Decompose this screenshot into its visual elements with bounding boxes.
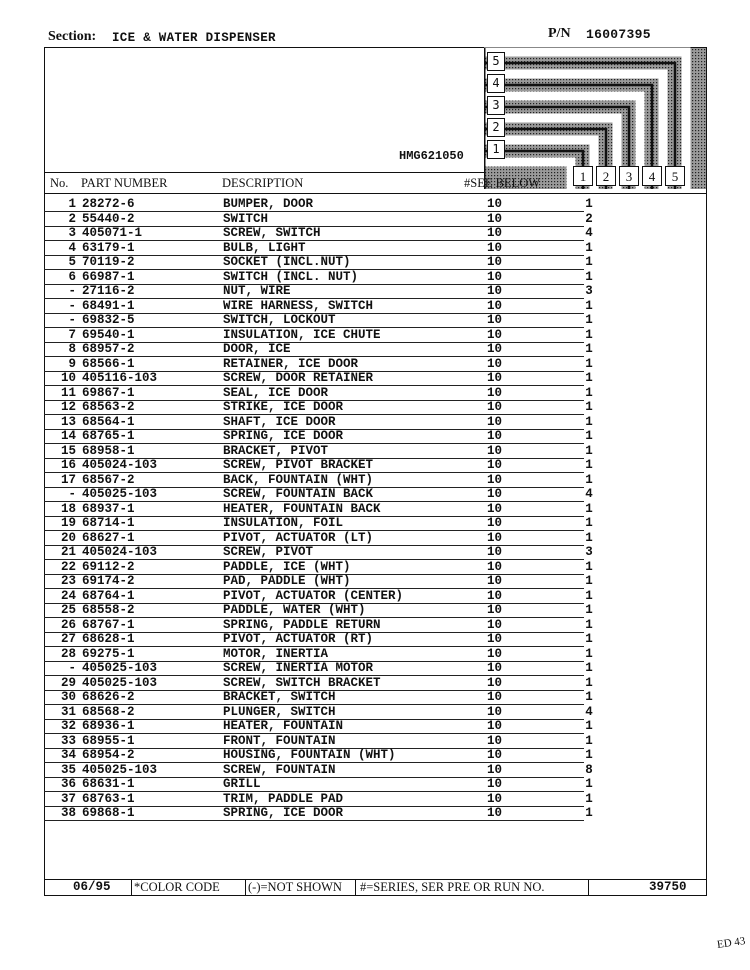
row-see-below: 10 xyxy=(487,762,503,777)
row-quantity: 1 xyxy=(585,429,593,443)
row-number: 34 xyxy=(60,748,76,762)
row-see-below: 10 xyxy=(487,530,503,545)
row-quantity: 3 xyxy=(585,545,593,559)
row-description: TRIM, PADDLE PAD xyxy=(223,791,344,806)
row-see-below: 10 xyxy=(487,255,503,269)
row-description: BUMPER, DOOR xyxy=(223,197,314,211)
row-part-number: 68631-1 xyxy=(82,777,135,791)
row-part-number: 68628-1 xyxy=(82,632,135,646)
row-see-below: 10 xyxy=(487,400,503,414)
row-part-number: 405025-103 xyxy=(82,661,158,675)
row-part-number: 68566-1 xyxy=(82,356,135,371)
row-number: 28 xyxy=(60,646,76,661)
row-see-below: 10 xyxy=(487,733,503,748)
row-number: 32 xyxy=(60,719,76,733)
row-part-number: 63179-1 xyxy=(82,240,135,255)
row-description: SPRING, PADDLE RETURN xyxy=(223,617,381,632)
row-see-below: 10 xyxy=(487,588,503,603)
row-part-number: 68958-1 xyxy=(82,443,135,458)
row-quantity: 1 xyxy=(585,777,593,791)
row-number: 27 xyxy=(60,632,76,646)
series-header-1: 1 xyxy=(573,166,593,186)
part-number-value: 16007395 xyxy=(586,27,651,42)
row-part-number: 69174-2 xyxy=(82,574,135,588)
row-part-number: 68765-1 xyxy=(82,429,135,443)
footer-separator xyxy=(355,879,356,895)
row-description: SCREW, DOOR RETAINER xyxy=(223,371,374,385)
row-number: 17 xyxy=(60,472,76,487)
row-see-below: 10 xyxy=(487,240,503,255)
row-part-number: 405071-1 xyxy=(82,226,143,240)
footer-not-shown-note: (-)=NOT SHOWN xyxy=(248,880,342,894)
row-see-below: 10 xyxy=(487,226,503,240)
row-part-number: 69867-1 xyxy=(82,385,135,400)
row-see-below: 10 xyxy=(487,472,503,487)
row-number: 6 xyxy=(68,269,76,284)
row-see-below: 10 xyxy=(487,777,503,791)
row-part-number: 55440-2 xyxy=(82,211,135,226)
row-part-number: 69275-1 xyxy=(82,646,135,661)
series-header-2: 2 xyxy=(596,166,616,186)
row-description: SPRING, ICE DOOR xyxy=(223,429,344,443)
step-label-2: 2 xyxy=(487,118,505,137)
row-number: - xyxy=(68,313,76,327)
row-number: 24 xyxy=(60,588,76,603)
footer-color-code: *COLOR CODE xyxy=(134,880,220,894)
row-part-number: 68937-1 xyxy=(82,501,135,516)
row-see-below: 10 xyxy=(487,617,503,632)
row-number: 18 xyxy=(60,501,76,516)
row-quantity: 1 xyxy=(585,443,593,458)
row-see-below: 10 xyxy=(487,791,503,806)
row-see-below: 10 xyxy=(487,197,503,211)
row-quantity: 1 xyxy=(585,400,593,414)
row-part-number: 69112-2 xyxy=(82,559,135,574)
row-part-number: 68626-2 xyxy=(82,690,135,704)
row-part-number: 405116-103 xyxy=(82,371,158,385)
row-description: STRIKE, ICE DOOR xyxy=(223,400,344,414)
row-description: SCREW, PIVOT xyxy=(223,545,314,559)
row-part-number: 68627-1 xyxy=(82,530,135,545)
row-quantity: 1 xyxy=(585,806,593,820)
row-number: 30 xyxy=(60,690,76,704)
row-part-number: 28272-6 xyxy=(82,197,135,211)
row-description: SPRING, ICE DOOR xyxy=(223,806,344,820)
row-description: NUT, WIRE xyxy=(223,284,291,298)
row-description: GRILL xyxy=(223,777,261,791)
row-description: MOTOR, INERTIA xyxy=(223,646,329,661)
row-quantity: 1 xyxy=(585,588,593,603)
row-number: 19 xyxy=(60,516,76,530)
row-description: PADDLE, ICE (WHT) xyxy=(223,559,351,574)
row-quantity: 1 xyxy=(585,675,593,690)
footer-date: 06/95 xyxy=(73,880,111,894)
row-number: 7 xyxy=(68,327,76,342)
part-number-label: P/N xyxy=(548,26,571,41)
row-see-below: 10 xyxy=(487,719,503,733)
row-part-number: 69868-1 xyxy=(82,806,135,820)
row-description: PADDLE, WATER (WHT) xyxy=(223,603,366,617)
row-number: 10 xyxy=(60,371,76,385)
row-description: PIVOT, ACTUATOR (CENTER) xyxy=(223,588,404,603)
row-quantity: 1 xyxy=(585,661,593,675)
row-see-below: 10 xyxy=(487,675,503,690)
row-divider xyxy=(44,820,584,821)
row-see-below: 10 xyxy=(487,284,503,298)
row-see-below: 10 xyxy=(487,545,503,559)
row-see-below: 10 xyxy=(487,632,503,646)
row-see-below: 10 xyxy=(487,574,503,588)
row-description: PIVOT, ACTUATOR (RT) xyxy=(223,632,374,646)
row-quantity: 1 xyxy=(585,298,593,313)
header-divider xyxy=(44,193,707,194)
row-quantity: 1 xyxy=(585,197,593,211)
row-part-number: 68568-2 xyxy=(82,704,135,719)
row-description: HEATER, FOUNTAIN xyxy=(223,719,344,733)
row-see-below: 10 xyxy=(487,603,503,617)
row-see-below: 10 xyxy=(487,661,503,675)
row-see-below: 10 xyxy=(487,501,503,516)
row-description: BRACKET, PIVOT xyxy=(223,443,329,458)
row-part-number: 66987-1 xyxy=(82,269,135,284)
row-quantity: 1 xyxy=(585,748,593,762)
row-see-below: 10 xyxy=(487,429,503,443)
row-see-below: 10 xyxy=(487,458,503,472)
row-part-number: 68714-1 xyxy=(82,516,135,530)
row-part-number: 405025-103 xyxy=(82,762,158,777)
row-see-below: 10 xyxy=(487,356,503,371)
row-number: 2 xyxy=(68,211,76,226)
row-description: DOOR, ICE xyxy=(223,342,291,356)
row-quantity: 1 xyxy=(585,255,593,269)
row-number: 20 xyxy=(60,530,76,545)
row-description: SOCKET (INCL.NUT) xyxy=(223,255,351,269)
step-label-1: 1 xyxy=(487,140,505,159)
row-see-below: 10 xyxy=(487,704,503,719)
row-number: 12 xyxy=(60,400,76,414)
row-number: 26 xyxy=(60,617,76,632)
row-description: BACK, FOUNTAIN (WHT) xyxy=(223,472,374,487)
row-see-below: 10 xyxy=(487,414,503,429)
row-see-below: 10 xyxy=(487,690,503,704)
column-header-see-below: #SEE BELOW xyxy=(464,176,541,190)
row-description: RETAINER, ICE DOOR xyxy=(223,356,359,371)
row-see-below: 10 xyxy=(487,313,503,327)
row-description: FRONT, FOUNTAIN xyxy=(223,733,336,748)
row-part-number: 69540-1 xyxy=(82,327,135,342)
row-number: - xyxy=(68,284,76,298)
series-header-3: 3 xyxy=(619,166,639,186)
row-number: - xyxy=(68,298,76,313)
row-number: 3 xyxy=(68,226,76,240)
row-description: PIVOT, ACTUATOR (LT) xyxy=(223,530,374,545)
row-part-number: 68763-1 xyxy=(82,791,135,806)
row-number: 23 xyxy=(60,574,76,588)
row-see-below: 10 xyxy=(487,516,503,530)
row-number: 5 xyxy=(68,255,76,269)
row-description: SHAFT, ICE DOOR xyxy=(223,414,336,429)
row-quantity: 1 xyxy=(585,646,593,661)
row-quantity: 1 xyxy=(585,356,593,371)
row-see-below: 10 xyxy=(487,487,503,501)
row-number: 38 xyxy=(60,806,76,820)
row-number: 31 xyxy=(60,704,76,719)
row-part-number: 68567-2 xyxy=(82,472,135,487)
section-name: ICE & WATER DISPENSER xyxy=(112,31,276,45)
row-number: 4 xyxy=(68,240,76,255)
row-see-below: 10 xyxy=(487,327,503,342)
row-quantity: 4 xyxy=(585,226,593,240)
row-quantity: 1 xyxy=(585,371,593,385)
row-number: 22 xyxy=(60,559,76,574)
row-part-number: 68767-1 xyxy=(82,617,135,632)
row-quantity: 2 xyxy=(585,211,593,226)
footer-separator xyxy=(588,879,589,895)
row-description: PLUNGER, SWITCH xyxy=(223,704,336,719)
row-see-below: 10 xyxy=(487,269,503,284)
row-see-below: 10 xyxy=(487,443,503,458)
row-number: 11 xyxy=(60,385,76,400)
row-number: 16 xyxy=(60,458,76,472)
row-part-number: 405025-103 xyxy=(82,487,158,501)
row-see-below: 10 xyxy=(487,559,503,574)
row-see-below: 10 xyxy=(487,342,503,356)
row-quantity: 1 xyxy=(585,617,593,632)
row-part-number: 70119-2 xyxy=(82,255,135,269)
row-number: 21 xyxy=(60,545,76,559)
series-column-headers xyxy=(573,166,707,188)
row-number: 8 xyxy=(68,342,76,356)
row-see-below: 10 xyxy=(487,211,503,226)
row-number: 37 xyxy=(60,791,76,806)
row-quantity: 1 xyxy=(585,530,593,545)
row-quantity: 4 xyxy=(585,704,593,719)
column-header-description: DESCRIPTION xyxy=(222,176,304,190)
row-description: SWITCH (INCL. NUT) xyxy=(223,269,359,284)
row-quantity: 1 xyxy=(585,719,593,733)
row-quantity: 1 xyxy=(585,733,593,748)
row-number: 14 xyxy=(60,429,76,443)
row-part-number: 68957-2 xyxy=(82,342,135,356)
row-description: INSULATION, ICE CHUTE xyxy=(223,327,381,342)
row-description: SEAL, ICE DOOR xyxy=(223,385,329,400)
row-part-number: 68936-1 xyxy=(82,719,135,733)
row-quantity: 1 xyxy=(585,385,593,400)
row-description: PAD, PADDLE (WHT) xyxy=(223,574,351,588)
row-part-number: 405025-103 xyxy=(82,675,158,690)
row-part-number: 68491-1 xyxy=(82,298,135,313)
row-quantity: 1 xyxy=(585,791,593,806)
row-description: SCREW, SWITCH xyxy=(223,226,321,240)
row-quantity: 1 xyxy=(585,342,593,356)
row-quantity: 1 xyxy=(585,472,593,487)
row-number: 35 xyxy=(60,762,76,777)
series-header-5: 5 xyxy=(665,166,685,186)
row-number: 1 xyxy=(68,197,76,211)
row-quantity: 1 xyxy=(585,414,593,429)
row-quantity: 1 xyxy=(585,313,593,327)
row-quantity: 1 xyxy=(585,559,593,574)
row-description: SCREW, FOUNTAIN BACK xyxy=(223,487,374,501)
row-part-number: 68558-2 xyxy=(82,603,135,617)
row-description: SWITCH xyxy=(223,211,269,226)
row-quantity: 1 xyxy=(585,690,593,704)
row-description: SCREW, PIVOT BRACKET xyxy=(223,458,374,472)
handwritten-mark: ED 43 xyxy=(716,935,747,951)
row-quantity: 1 xyxy=(585,603,593,617)
row-description: SCREW, SWITCH BRACKET xyxy=(223,675,381,690)
row-description: BULB, LIGHT xyxy=(223,240,306,255)
row-see-below: 10 xyxy=(487,748,503,762)
row-see-below: 10 xyxy=(487,298,503,313)
row-part-number: 68954-2 xyxy=(82,748,135,762)
row-quantity: 3 xyxy=(585,284,593,298)
row-quantity: 8 xyxy=(585,762,593,777)
row-part-number: 68563-2 xyxy=(82,400,135,414)
footer-code: 39750 xyxy=(649,880,687,894)
column-header-part-number: PART NUMBER xyxy=(81,176,168,190)
row-quantity: 1 xyxy=(585,574,593,588)
row-number: 25 xyxy=(60,603,76,617)
row-description: SCREW, INERTIA MOTOR xyxy=(223,661,374,675)
row-see-below: 10 xyxy=(487,385,503,400)
model-code: HMG621050 xyxy=(399,149,464,163)
row-description: SCREW, FOUNTAIN xyxy=(223,762,336,777)
row-number: 33 xyxy=(60,733,76,748)
section-label: Section: xyxy=(48,29,97,44)
footer-separator xyxy=(245,879,246,895)
row-quantity: 1 xyxy=(585,458,593,472)
row-part-number: 68564-1 xyxy=(82,414,135,429)
row-part-number: 405024-103 xyxy=(82,458,158,472)
step-label-3: 3 xyxy=(487,96,505,115)
row-description: SWITCH, LOCKOUT xyxy=(223,313,336,327)
row-quantity: 1 xyxy=(585,240,593,255)
row-number: 36 xyxy=(60,777,76,791)
row-quantity: 4 xyxy=(585,487,593,501)
row-quantity: 1 xyxy=(585,632,593,646)
row-number: 15 xyxy=(60,443,76,458)
step-label-4: 4 xyxy=(487,74,505,93)
column-header-no: No. xyxy=(50,176,69,190)
row-part-number: 405024-103 xyxy=(82,545,158,559)
row-quantity: 1 xyxy=(585,327,593,342)
row-description: BRACKET, SWITCH xyxy=(223,690,336,704)
row-see-below: 10 xyxy=(487,646,503,661)
row-number: 9 xyxy=(68,356,76,371)
footer-series-note: #=SERIES, SER PRE OR RUN NO. xyxy=(360,880,545,894)
row-number: 13 xyxy=(60,414,76,429)
row-see-below: 10 xyxy=(487,371,503,385)
row-quantity: 1 xyxy=(585,501,593,516)
row-see-below: 10 xyxy=(487,806,503,820)
step-label-5: 5 xyxy=(487,52,505,71)
footer-separator xyxy=(131,879,132,895)
row-description: HOUSING, FOUNTAIN (WHT) xyxy=(223,748,396,762)
row-part-number: 27116-2 xyxy=(82,284,135,298)
series-header-4: 4 xyxy=(642,166,662,186)
row-number: 29 xyxy=(60,675,76,690)
row-part-number: 68955-1 xyxy=(82,733,135,748)
row-description: INSULATION, FOIL xyxy=(223,516,344,530)
row-part-number: 69832-5 xyxy=(82,313,135,327)
row-number: - xyxy=(68,487,76,501)
row-part-number: 68764-1 xyxy=(82,588,135,603)
row-description: WIRE HARNESS, SWITCH xyxy=(223,298,374,313)
row-quantity: 1 xyxy=(585,269,593,284)
row-description: HEATER, FOUNTAIN BACK xyxy=(223,501,381,516)
row-quantity: 1 xyxy=(585,516,593,530)
row-number: - xyxy=(68,661,76,675)
